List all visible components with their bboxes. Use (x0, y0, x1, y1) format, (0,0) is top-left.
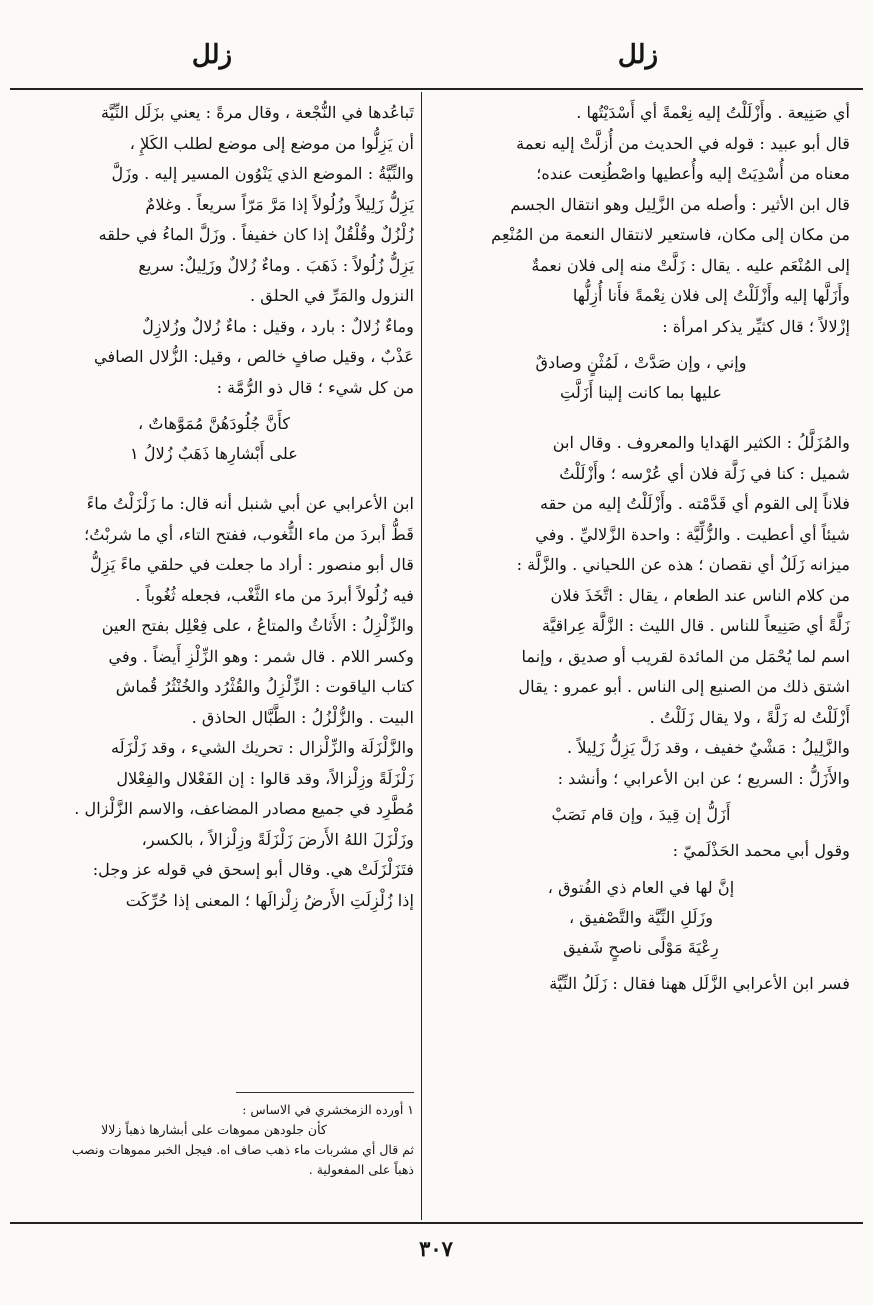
text-line: معناه من أُسْدِيَتْ إليه وأُعطيها واصْطُنِعت عنده؛ (536, 164, 850, 183)
verse-quotation (432, 800, 850, 830)
verse-line: رِعْيَةَ مَوْلًى ناصحٍ شَفيق (563, 937, 719, 957)
text-line: قال أبو منصور : أراد ما جعلت في حلقي ماءً يَزِلُّ (90, 555, 414, 574)
footnote-rule (236, 1092, 414, 1093)
text-line: مُطَّرِد في جميع مصادر المضاعف، والاسم الزَّلْزال . (74, 799, 414, 818)
verse-quotation (432, 873, 850, 963)
text-line: فسر ابن الأعرابي الزَّلَل ههنا فقال : زَلَلُ النِّيَّة (549, 973, 850, 993)
verse-line: أَزَلُّ إن قِيدَ ، وإن قام نَصَبْ (551, 805, 731, 824)
text-line: عَذْبٌ ، وقيل صافٍ خالص ، وقيل: الزُّلال الصافي (93, 347, 414, 366)
text-line: اسم لما يُحْمَل من المائدة لقريب أو صديق ، وإنما (521, 646, 850, 666)
verse-quotation (14, 409, 414, 469)
text-line: وزَلْزَلَ اللهُ الأَرضَ زَلْزَلَةً وزِلْزالاً ، بالكسر، (141, 829, 414, 849)
text-line: زَلَّةً أي صَنِيعاً للناس . قال الليث : الزَّلَّة عِراقيَّة (542, 616, 850, 635)
text-line: ابن الأعرابي عن أبي شنبل أنه قال: ما زَلْزَلْتُ ماءً (86, 494, 414, 513)
verse-line: عليها بما كانت إلينا أَزَلَّتِ (560, 383, 722, 402)
text-line: وقول أبي محمد الحَذْلَميّ : (672, 841, 850, 860)
text-line: إلى المُنْعَم عليه . يقال : زَلَّتْ منه إلى فلان نعمةٌ (531, 255, 850, 275)
text-line: زَلْزَلَةً وزِلْزالاً، وقد قالوا : إن الفَعْلال والفِعْلال (116, 768, 414, 788)
text-line: ميزانه زَلَلٌ أي نقصان ؛ هذه عن اللحياني . والزَّلَّة : (516, 555, 850, 574)
text-line: اشتق ذلك من الصنيع إلى الناس . أبو عمرو : يقال (518, 677, 850, 696)
left-column (14, 98, 414, 916)
text-line: إزْلالاً ؛ قال كثيِّر يذكر امرأة : (662, 316, 850, 336)
running-headword-right: زلل (617, 40, 659, 70)
verse-line: على أَبْشارِها ذَهَبٌ زُلالُ ١ (130, 444, 298, 463)
footnote-line: ذهباً على المفعولية . (308, 1162, 414, 1177)
text-line: يَزِلُّ زُلُولاً : ذَهَبَ . وماءٌ زُلالٌ وزَلِيلٌ: سريع (138, 255, 414, 275)
text-line: وأَزَلَّها إليه وأَزْلَلْتُ إلى فلان نِعْمةً فأَنا أُزِلُّها (572, 286, 850, 305)
verse-line: وإني ، وإن صَدَّتْ ، لَمُثْنٍ وصادقٌ (535, 353, 747, 372)
header-rule (10, 88, 863, 90)
text-line: النزول والمَرِّ في الحلق . (249, 286, 414, 305)
footnote (14, 1100, 414, 1180)
text-line: من كلام الناس عند الطعام ، يقال : اتَّخَذَ فلان (550, 585, 850, 605)
text-line: فيه زُلُولاً أبردَ من ماء الثَّغْب، فجعله ثُغُوباً . (135, 585, 414, 605)
text-line: يَزِلُّ زَلِيلاً وزُلُولاً إذا مَرَّ مَرّاً سريعاً . وغلامٌ (145, 194, 414, 214)
text-line: إذا زُلْزِلَتِ الأَرضُ زِلْزالَها ؛ المعنى إذا حُرِّكَت (125, 890, 414, 910)
verse-line: كأَنَّ جُلُودَهُنَّ مُمَوَّهاتٌ ، (137, 414, 291, 433)
page-number: ٣٠٧ (419, 1236, 453, 1261)
text-line: البيت . والزُّلْزُلُ : الطَّبَّال الحاذق . (191, 707, 414, 727)
text-line: وماءٌ زُلالٌ : بارد ، وقيل : ماءٌ زُلالٌ وزُلازِلٌ (142, 316, 414, 336)
text-line: قال ابن الأثير : وأصله من الزَّلِيل وهو انتقال الجسم (510, 194, 850, 214)
text-line: كتاب الياقوت : الزِّلْزِلُ والقُثْرُد والخُنْثُرُ قُماش (115, 677, 414, 696)
text-line: والمُزَلَّلُ : الكثير الهَدايا والمعروف . وقال ابن (552, 433, 850, 452)
footnote-line: ثم قال أي مشربات ماء ذهب صاف اه. فيجل الخبر مموهات ونصب (71, 1142, 414, 1157)
text-line: قال أبو عبيد : قوله في الحديث من أُزلَّتْ إليه نعمة (516, 133, 850, 153)
text-line: وكسر اللام . قال شمر : وهو الزِّلْزِ أَيضاً . وفي (108, 646, 414, 666)
column-divider (421, 92, 422, 1220)
text-line: أن يَزِلُّوا من موضع إلى موضع لطلب الكَلإِ ، (129, 133, 414, 153)
text-line: من مكان إلى مكان، فاستعير لانتقال النعمة من المُنْعِم (491, 225, 850, 244)
footnote-verse: كأن جلودهن مموهات على أبشارها ذهباً زلالا (101, 1122, 327, 1137)
text-line: والزِّلْزِلُ : الأَثاثُ والمتاعُ ، على فِعْلِل بفتح العين (101, 616, 414, 635)
text-line: شميل : كنا في زَلَّة فلان أي عُرْسه ؛ وأَزْلَلْتُ (559, 463, 850, 483)
text-line: تَباعُدها في النُّجْعة ، وقال مرةً : يعني بزَلَل النِّيَّة (101, 103, 414, 122)
verse-line: وزَلَلِ النِّيَّة والتَّصْفيق ، (568, 907, 714, 927)
text-line: والزَّلْزَلَة والزِّلْزال : تحريك الشيء ، وقد زَلْزَلَه (110, 738, 414, 757)
text-line: شيئاً أي أعطيت . والزُّلِّيَّة : واحدة الزَّلاليِّ . وفي (535, 524, 850, 544)
text-line: زُلْزُلٌ وقُلْقُلٌ إذا كان خفيفاً . وزَلَّ الماءُ في حلقه (98, 225, 414, 244)
footer-rule (10, 1222, 863, 1224)
verse-line: إنَّ لها في العام ذي الفُتوق ، (547, 877, 735, 897)
text-line: والأَزَلُّ : السريع ؛ عن ابن الأعرابي ؛ وأنشد : (557, 768, 850, 788)
running-headword-left: زلل (191, 40, 233, 70)
text-line: أَزْلَلْتُ له زَلَّةً ، ولا يقال زَلَلْتُ . (649, 707, 850, 727)
text-line: من كل شيء ؛ قال ذو الرُّمَّة : (216, 377, 414, 397)
right-column (432, 98, 850, 999)
text-line: قَطُّ أبردَ من ماء الثُّغوب، ففتح التاء، أي ما شربْتُ؛ (84, 524, 414, 544)
text-line: والنِّيَّةُ : الموضع الذي يَنْوُون المسير إليه . وزَلَّ (111, 164, 414, 183)
text-line: والزَّلِيلُ : مَشْيٌ خفيف ، وقد زَلَّ يَزِلُّ زَلِيلاً . (567, 738, 850, 757)
text-line: أي صَنِيعة . وأَزْلَلْتُ إليه نِعْمةً أي أَسْدَيْتُها . (576, 103, 850, 122)
text-line: فتَزَلْزَلَتْ هي. وقال أبو إسحق في قوله عز وجل: (92, 860, 414, 879)
footnote-line: ١ أورده الزمخشري في الاساس : (242, 1102, 414, 1117)
verse-quotation (432, 348, 850, 408)
text-line: فلاناً إلى القوم أي قَدَّمْته . وأَزْلَلْتُ إليه من حقه (539, 494, 850, 513)
